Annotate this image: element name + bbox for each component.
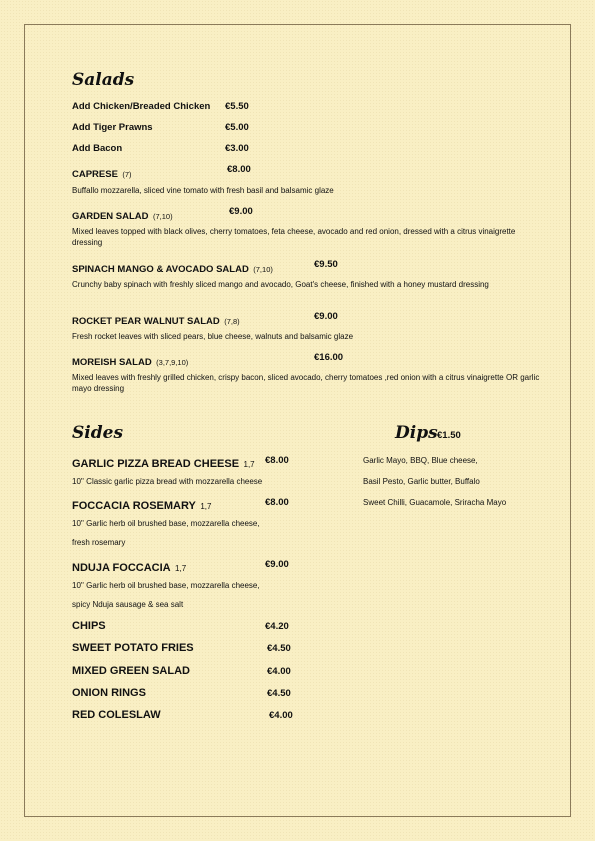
side-nduja-foccacia: [72, 558, 186, 576]
extra-prawns-name: Add Tiger Prawns: [72, 122, 153, 133]
salad-spinach-mango: [72, 259, 273, 277]
allergens: (7): [122, 170, 132, 179]
salad-price: €16.00: [314, 352, 344, 363]
side-price: €9.00: [265, 559, 289, 570]
dips-heading: Dips: [395, 423, 438, 443]
salad-description: Fresh rocket leaves with sliced pears, blue cheese, walnuts and balsamic glaze: [72, 332, 354, 341]
salad-price: €9.50: [314, 259, 338, 270]
salad-price: €9.00: [314, 311, 338, 322]
extra-bacon-name: Add Bacon: [72, 143, 123, 154]
side-green-salad-name: MIXED GREEN SALAD: [72, 665, 190, 677]
salad-description: Mixed leaves topped with black olives, cherry tomatoes, feta cheese, avocado and red onion, dressed with a citrus vinaigrette dressing: [72, 227, 516, 247]
side-garlic-pizza-bread: [72, 454, 255, 472]
sides-heading: Sides: [72, 423, 124, 443]
salad-name: ROCKET PEAR WALNUT SALAD: [72, 316, 220, 327]
side-coleslaw-price: €4.00: [269, 710, 293, 721]
extra-chicken-price: €5.50: [225, 101, 249, 112]
salad-price: €8.00: [227, 164, 251, 175]
allergens: 1,7: [200, 502, 212, 511]
dips-price: €1.50: [437, 430, 461, 441]
salad-description: Mixed leaves with freshly grilled chicken, crispy bacon, sliced avocado, cherry tomatoes ,red onion with a citrus vinaigrette OR garlic mayo dressing: [72, 373, 540, 393]
side-price: €8.00: [265, 455, 289, 466]
side-name: GARLIC PIZZA BREAD CHEESE: [72, 458, 240, 470]
salad-description: Buffallo mozzarella, sliced vine tomato with fresh basil and balsamic glaze: [72, 186, 334, 195]
side-sweet-potato-name: SWEET POTATO FRIES: [72, 642, 194, 654]
side-description-cont: spicy Nduja sausage & sea salt: [72, 600, 184, 609]
allergens: (7,8): [224, 317, 240, 326]
side-sweet-potato-price: €4.50: [267, 643, 291, 654]
allergens: 1,7: [175, 564, 187, 573]
salad-moreish: [72, 352, 188, 370]
allergens: (7,10): [253, 265, 273, 274]
side-chips-name: CHIPS: [72, 620, 106, 632]
extra-prawns-price: €5.00: [225, 122, 249, 133]
salad-rocket-pear: [72, 311, 240, 329]
salad-garden: [72, 206, 173, 224]
side-onion-rings-name: ONION RINGS: [72, 687, 146, 699]
salad-name: MOREISH SALAD: [72, 357, 152, 368]
dips-line: Basil Pesto, Garlic butter, Buffalo: [363, 477, 480, 486]
side-green-salad-price: €4.00: [267, 666, 291, 677]
salad-price: €9.00: [229, 206, 253, 217]
side-name: NDUJA FOCCACIA: [72, 562, 171, 574]
side-description: 10'' Garlic herb oil brushed base, mozzarella cheese,: [72, 519, 260, 528]
side-price: €8.00: [265, 497, 289, 508]
salad-description: Crunchy baby spinach with freshly sliced mango and avocado, Goat's cheese, finished with a honey mustard dressing: [72, 280, 489, 289]
extra-bacon-price: €3.00: [225, 143, 249, 154]
side-foccacia-rosemary: [72, 496, 211, 514]
salad-name: SPINACH MANGO & AVOCADO SALAD: [72, 264, 249, 275]
side-chips-price: €4.20: [265, 621, 289, 632]
side-description-cont: fresh rosemary: [72, 538, 126, 547]
dips-line: Sweet Chilli, Guacamole, Sriracha Mayo: [363, 498, 507, 507]
salad-name: CAPRESE: [72, 169, 118, 180]
salads-heading: Salads: [72, 70, 135, 90]
dips-line: Garlic Mayo, BBQ, Blue cheese,: [363, 456, 478, 465]
side-onion-rings-price: €4.50: [267, 688, 291, 699]
allergens: (3,7,9,10): [156, 358, 189, 367]
side-name: FOCCACIA ROSEMARY: [72, 500, 196, 512]
side-description: 10'' Garlic herb oil brushed base, mozzarella cheese,: [72, 581, 260, 590]
allergens: (7,10): [152, 212, 173, 221]
side-description: 10'' Classic garlic pizza bread with mozzarella cheese: [72, 477, 263, 486]
extra-chicken-name: Add Chicken/Breaded Chicken: [72, 101, 211, 112]
salad-caprese: [72, 164, 132, 182]
side-coleslaw-name: RED COLESLAW: [72, 709, 161, 721]
salad-name: GARDEN SALAD: [72, 211, 149, 222]
allergens: 1,7: [243, 460, 255, 469]
